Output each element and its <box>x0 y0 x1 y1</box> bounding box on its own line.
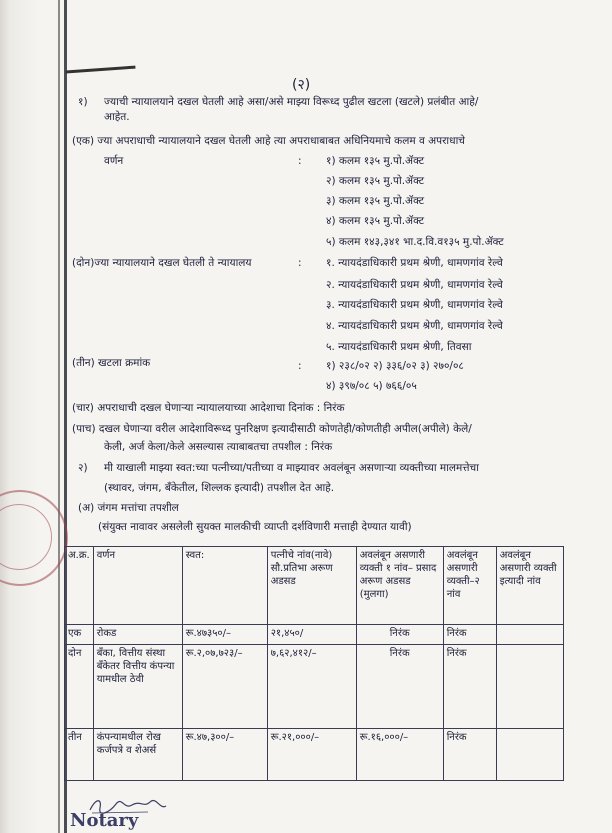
table-cell: रू.२,०७,७२३/– <box>182 645 267 729</box>
don-value-1: १. न्यायदंडाधिकारी प्रथम श्रेणी, धामणगांव रेल्वे <box>326 257 503 269</box>
staple-clip <box>65 66 136 88</box>
q2-line2: (स्थावर, जंगम, बँकेतील, शिल्लक इत्यादी) तपशील देत आहे. <box>104 482 335 494</box>
section-teen-label: (तीन) खटला क्रमांक <box>72 357 151 369</box>
table-cell: बँका, वित्तीय संस्था बँकेतर वित्तीय कंपन्या यामधील ठेवी <box>93 645 182 729</box>
table-header-row <box>65 547 564 625</box>
movable-assets-table <box>64 546 564 781</box>
table-header-cell: अवलंबून असणारी व्यक्ती इत्यादी नांव <box>496 547 563 625</box>
table-cell: कंपन्यामधील रोख कर्जपत्रे व शेअर्स <box>93 729 182 781</box>
ek-value-4: ४) कलम १३५ मु.पो.ॲक्ट <box>326 215 425 227</box>
table-cell <box>496 729 563 781</box>
page-number: (२) <box>292 77 311 93</box>
case-numbers-line2: ४) ३९७/०८ ५) ७६६/०५ <box>326 380 417 392</box>
table-cell: रू.४७३५०/– <box>182 625 267 645</box>
colon: : <box>298 257 302 269</box>
ek-value-3: ३) कलम १३५ मु.पो.ॲक्ट <box>326 195 425 207</box>
ek-value-2: २) कलम १३५ मु.पो.ॲक्ट <box>326 175 425 187</box>
table-cell: एक <box>65 625 94 645</box>
table-cell: निरंक <box>443 625 496 645</box>
table-cell: निरंक <box>356 645 443 729</box>
table-row <box>65 729 564 781</box>
table-cell: निरंक <box>443 729 496 781</box>
binding-edge <box>58 0 60 833</box>
table-cell: निरंक <box>356 625 443 645</box>
table-cell: रू.१६,०००/– <box>356 729 443 781</box>
colon: : <box>298 360 302 372</box>
table-cell: २१,४५०/ <box>267 625 356 645</box>
don-value-5: ५. न्यायदंडाधिकारी प्रथम श्रेणी, तिवसा <box>326 341 472 353</box>
table-cell: रू.२१,०००/– <box>267 729 356 781</box>
notary-label: Notary <box>70 810 139 831</box>
table-header-cell: अ.क्र. <box>65 547 94 625</box>
table-header-cell: स्वत: <box>182 547 267 625</box>
table-row <box>65 645 564 729</box>
section-pach-line1: (पाच) दखल घेणाऱ्या वरील आदेशाविरूध्द पुनरिक्षण इत्यादीसाठी कोणतेही/कोणतीही अपील(अपीले) केले/ <box>72 423 472 435</box>
q1-line2: आहेत. <box>104 111 130 123</box>
table-cell <box>496 645 563 729</box>
table-cell <box>496 625 563 645</box>
ek-value-5: ५) कलम १४३,३४१ भा.द.वि.व१३५ मु.पो.ॲक्ट <box>326 236 504 248</box>
q2-number: २) <box>78 462 88 474</box>
q1-line1: ज्याची न्यायालयाने दखल घेतली आहे असा/असे माझ्या विरूध्द पुढील खटला (खटले) प्रलंबीत आहे/ <box>104 96 479 108</box>
q2-line1: मी याखाली माझ्या स्वत:च्या पत्नीच्या/पतीच्या व माझ्यावर अवलंबून असणाऱ्या व्यक्तीच्या मालमत्तेचा <box>104 462 479 474</box>
section-ek-label: (एक) ज्या अपराधाची न्यायालयाने दखल घेतली आहे त्या अपराधाबाबत अधिनियमाचे कलम व अपराधाचे <box>72 135 465 147</box>
ek-value-1: १) कलम १३५ मु.पो.ॲक्ट <box>326 155 425 167</box>
table-cell: ७,६२,४१२/– <box>267 645 356 729</box>
section-ek-label2: वर्णन <box>104 155 124 167</box>
table-header-cell: पत्नीचे नांव(नावे) सौ.प्रतिभा अरूण अडसड <box>267 547 356 625</box>
don-value-3: ३. न्यायदंडाधिकारी प्रथम श्रेणी, धामणगांव रेल्वे <box>326 299 503 311</box>
table-cell: रू.४७,३००/– <box>182 729 267 781</box>
table-cell: रोकड <box>93 625 182 645</box>
table-header-cell: वर्णन <box>93 547 182 625</box>
section-a-note: (संयुक्त नावावर असलेली सुयक्त मालकीची व्याप्ती दर्शविणारी मत्ताही देण्यात यावी) <box>98 521 412 533</box>
table-cell: दोन <box>65 645 94 729</box>
section-char-line: (चार) अपराधाची दखल घेणाऱ्या न्यायालयाच्या आदेशाचा दिनांक : निरंक <box>72 402 345 414</box>
section-don-label: (दोन)ज्या न्यायालयाने दखल घेतली ते न्यायालय <box>72 257 252 269</box>
table-header-cell: अवलंबून असणारी व्यक्ती १ नांव– प्रसाद अरूण अडसड (मुलगा) <box>356 547 443 625</box>
table-cell: निरंक <box>443 645 496 729</box>
section-a-label: (अ) जंगम मत्तांचा तपशील <box>78 502 179 514</box>
q1-number: १) <box>78 96 88 108</box>
colon: : <box>298 155 302 167</box>
don-value-2: २. न्यायदंडाधिकारी प्रथम श्रेणी, धामणगांव रेल्वे <box>326 279 503 291</box>
don-value-4: ४. न्यायदंडाधिकारी प्रथम श्रेणी, धामणगांव रेल्वे <box>326 320 503 332</box>
table-row <box>65 625 564 645</box>
section-pach-line2: केली, अर्ज केला/केले असल्यास त्याबाबतचा तपशील : निरंक <box>104 441 333 453</box>
case-numbers-line1: १) २३८/०२ २) ३३६/०२ ३) २७०/०८ <box>326 360 464 372</box>
table-header-cell: अवलंबून असणारी व्यक्ती–२ नांव <box>443 547 496 625</box>
table-cell: तीन <box>65 729 94 781</box>
